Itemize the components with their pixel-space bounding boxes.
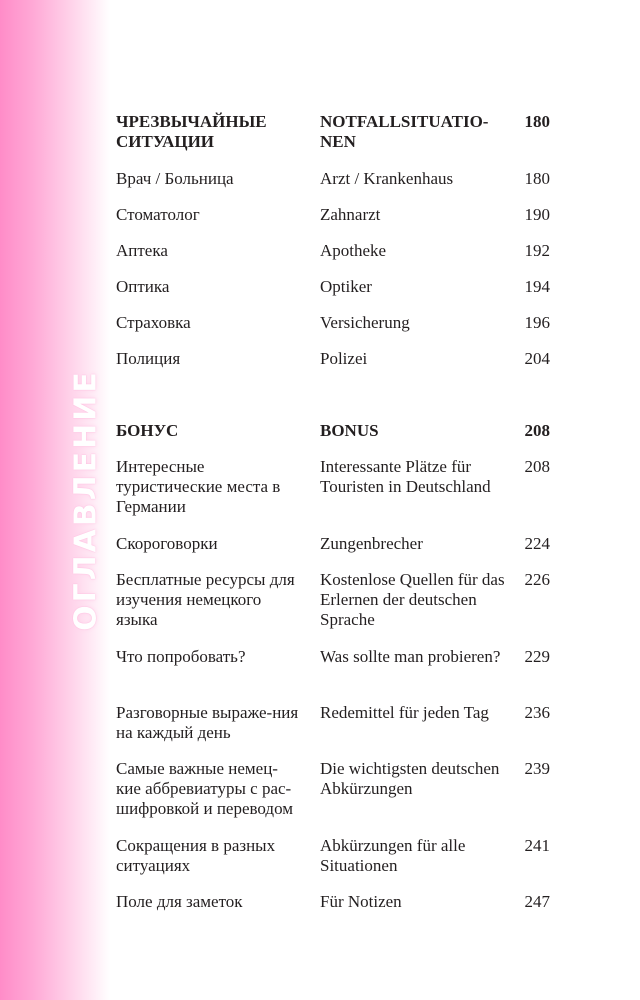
toc-ru: Полиция bbox=[116, 349, 181, 368]
toc-page: 229 bbox=[524, 647, 550, 666]
toc-ru: Скороговорки bbox=[116, 534, 218, 553]
toc-page: 196 bbox=[524, 313, 550, 332]
toc-page: 192 bbox=[524, 241, 550, 260]
toc-de: Apotheke bbox=[320, 241, 387, 260]
toc-page: 224 bbox=[524, 534, 550, 553]
toc-page: 194 bbox=[524, 277, 550, 296]
toc-de: NOTFALLSITUATIO-NEN bbox=[320, 112, 489, 151]
toc-de: Die wichtigsten deutschen Abkürzungen bbox=[320, 759, 500, 798]
toc-ru: Страховка bbox=[116, 313, 191, 332]
toc-page: 204 bbox=[524, 349, 550, 368]
toc-ru: Оптика bbox=[116, 277, 170, 296]
toc-ru: Сокращения в разных ситуациях bbox=[116, 836, 276, 875]
toc-de: Was sollte man probieren? bbox=[320, 647, 501, 666]
toc-ru: Поле для заметок bbox=[116, 892, 243, 911]
toc-de: Kostenlose Quellen für das Erlernen der deutschen Sprache bbox=[320, 570, 505, 629]
toc-ru: Врач / Больница bbox=[116, 169, 234, 188]
toc-ru: БОНУС bbox=[116, 421, 179, 440]
toc-de: Für Notizen bbox=[320, 892, 402, 911]
toc-page: 190 bbox=[524, 205, 550, 224]
toc-page: 180 bbox=[524, 112, 550, 131]
toc-ru: Интересные туристические места в Германии bbox=[116, 457, 281, 516]
toc-page: 180 bbox=[524, 169, 550, 188]
toc-ru: Бесплатные ресурсы для изучения немецкого языка bbox=[116, 570, 295, 629]
side-band bbox=[0, 0, 110, 1000]
toc-page: 247 bbox=[524, 892, 550, 911]
toc-de: Zahnarzt bbox=[320, 205, 381, 224]
toc-ru: Аптека bbox=[116, 241, 168, 260]
toc-de: Arzt / Krankenhaus bbox=[320, 169, 454, 188]
toc-ru: Что попробовать? bbox=[116, 647, 246, 666]
toc-page: 208 bbox=[524, 457, 550, 476]
toc-de: Redemittel für jeden Tag bbox=[320, 703, 489, 722]
toc-page: 208 bbox=[524, 421, 550, 440]
toc-de: Zungenbrecher bbox=[320, 534, 423, 553]
toc-de: Abkürzungen für alle Situationen bbox=[320, 836, 466, 875]
side-title: ОГЛАВЛЕНИЕ bbox=[68, 369, 104, 631]
toc-de: Polizei bbox=[320, 349, 368, 368]
toc-de: Optiker bbox=[320, 277, 372, 296]
toc-de: Versicherung bbox=[320, 313, 410, 332]
toc-de: BONUS bbox=[320, 421, 379, 440]
toc-ru: Стоматолог bbox=[116, 205, 200, 224]
toc-page: 241 bbox=[524, 836, 550, 855]
toc-page: 239 bbox=[524, 759, 550, 778]
toc-de: Interessante Plätze für Touristen in Deutschland bbox=[320, 457, 491, 496]
toc-ru: Разговорные выраже-ния на каждый день bbox=[116, 703, 299, 742]
toc-ru: ЧРЕЗВЫЧАЙНЫЕ СИТУАЦИИ bbox=[116, 112, 267, 151]
toc-page: 236 bbox=[524, 703, 550, 722]
toc-ru: Самые важные немец-кие аббревиатуры с рас-шифровкой и переводом bbox=[116, 759, 294, 818]
toc-page: 226 bbox=[524, 570, 550, 589]
